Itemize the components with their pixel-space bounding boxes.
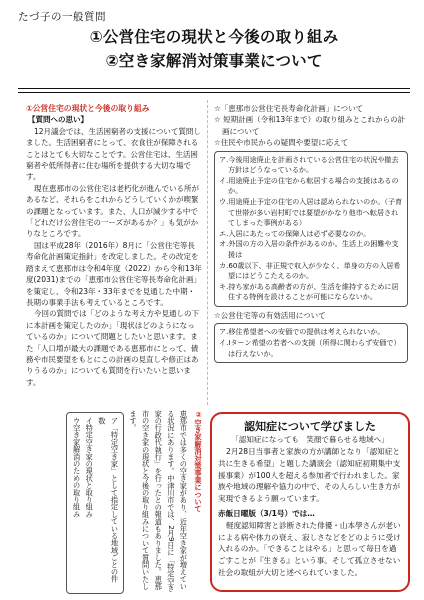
column-divider xyxy=(207,100,208,405)
question-box-1 xyxy=(214,151,408,307)
vacant-house-section xyxy=(24,410,204,594)
section-title-vacant: ②空き家解消対策事業について xyxy=(194,410,203,513)
paragraph-1: 12月議会では、生活困窮者の支援について質問しました。生活困窮者にとって、衣食住が保障されることはとても大切なことです。公営住宅は、生活困窮者や低所得者に住む場所を提供する大切な場です。 xyxy=(26,126,201,182)
vacant-box-u: ウ空き家解消のための取り組み xyxy=(72,417,82,518)
box1-e: エ.入居にあたっての保障人は必ず必要なのか。 xyxy=(219,228,371,238)
item-utilization: ☆公営住宅等の有効活用について xyxy=(214,310,326,320)
header-label: たづ子の一般質問 xyxy=(18,11,106,23)
dementia-paragraph-2: 赤飯日曜版（3/1号）では… xyxy=(218,508,315,518)
dementia-text xyxy=(218,446,404,579)
box1-ki: キ.持ち家がある高齢者の方が、生活を維持するために居住する特例を設けることが可能にならないか。 xyxy=(219,281,399,302)
left-column xyxy=(26,103,202,388)
box1-a: ア.今後用途廃止を計画されている公営住宅の状況や撤去方針はどうなっているか。 xyxy=(219,154,399,175)
vacant-box-i: イ特定空き家の現状と取り組み xyxy=(85,417,95,518)
question-label: 【質問への思い】 xyxy=(28,115,88,125)
vacant-box-a: ア「特定空き家」として指定している地域ごとの件数 xyxy=(97,417,120,583)
vacant-question-box xyxy=(66,412,124,594)
box1-i: イ.用途廃止予定の住宅から転居する場合の支援はあるのか。 xyxy=(219,175,399,196)
box2-i: イ.Iターン希望の若者への支援（所得に関わらず安価で）は行えないか。 xyxy=(219,337,401,358)
box1-u: ウ.用途廃止予定の住宅の入居は認められないのか。（子育て世帯が多い岩村町では要望がかなり他市へ転居されてしまった事例がある） xyxy=(219,197,403,228)
box2-a: ア.移住希望者への安価での提供は考えられないか。 xyxy=(219,327,385,337)
right-column xyxy=(214,103,408,363)
item-short-term: ☆ 短期計画（令和13年まで）の取り組みとこれからの計画について xyxy=(214,115,406,136)
question-box-2 xyxy=(214,323,408,363)
header-underline xyxy=(18,88,410,93)
box1-ka: カ.60歳以下、非正規で収入が少なく、単身の方の入居希望にはどうこたえるのか。 xyxy=(219,260,401,281)
headline-1: ①公営住宅の現状と今後の取り組み xyxy=(89,28,339,46)
paragraph-4: 今回の質問では「どのような考え方や見通しの下に本計画を策定したのか」「現状はどのようになっているのか」について問題としたいと思います。また「人口増が最大の課題である恵那市にとって、債務や市民要望をもとにこの計画の見直しや修正はありうるのか」についても質問を行いたいと思います。 xyxy=(26,309,199,387)
dementia-paragraph-3: 軽度認知障害と診断された俳優・山本學さんが老いによる病や体力の衰え、寂しさなどをどのように受け入れるのか。「できることはやる」と思って毎日を過ごすことが『生きる』という事。そして孤立させない社会の取組が大切と述べられていました。 xyxy=(218,520,401,577)
vacant-text: 恵那市では多くの空き家があり、近年空き家が増えている状況にあります。中津川市では、2月9日に「特定空き家の行政代執行」を行ったとの報道もありました。恵那市の空き家の現状と今後の取り組みについて質問いたします。 xyxy=(129,410,189,592)
dementia-title: 認知症について学びました xyxy=(244,420,376,433)
item-plan: ☆「恵那市公営住宅長寿命化計画」について xyxy=(214,104,364,113)
paragraph-2: 現在恵那市の公営住宅は老朽化が進んでいる所があるなど、それらをこれからどうしていくかが喫緊の課題となっています。また、人口が減少する中で「どれだけ公営住宅の一ーズがあるか？」も気がかりなところです。 xyxy=(26,183,199,239)
dementia-paragraph-1: 2月28日当事者と家族の方が講師となり「認知症と共に生きる希望」と題した講演会（認知症初期集中支援事業）が100人を超える参加者で行われました。家族や地域の理解や協力の中で、その人らしい生き方が実現できるよう願っています。 xyxy=(218,447,401,504)
box1-o: オ.外国の方の入居の条件があるのか。生活上の困難や支援は xyxy=(219,239,399,259)
headline-2: ②空き家解消対策事業について xyxy=(105,52,323,70)
paragraph-3: 国は平成28年（2016年）8月に「公営住宅等長寿命化計画策定指針」を改定しました。その改定を踏まえて恵那市は令和4年度（2022）から令和13年度(2031)までの「恵那市公営住宅等長寿命化計画」を策定し、令和23年・33年までを見通した中期・長期の事業手法も考えているところです。 xyxy=(26,240,202,307)
dementia-subtitle: 「認知症になっても 笑顔で暮らせる地域へ」 xyxy=(231,435,389,444)
section-title-housing: ①公営住宅の現状と今後の取り組み xyxy=(26,104,150,113)
item-residents: ☆住民や市民からの疑問や要望に応えて xyxy=(214,138,349,148)
